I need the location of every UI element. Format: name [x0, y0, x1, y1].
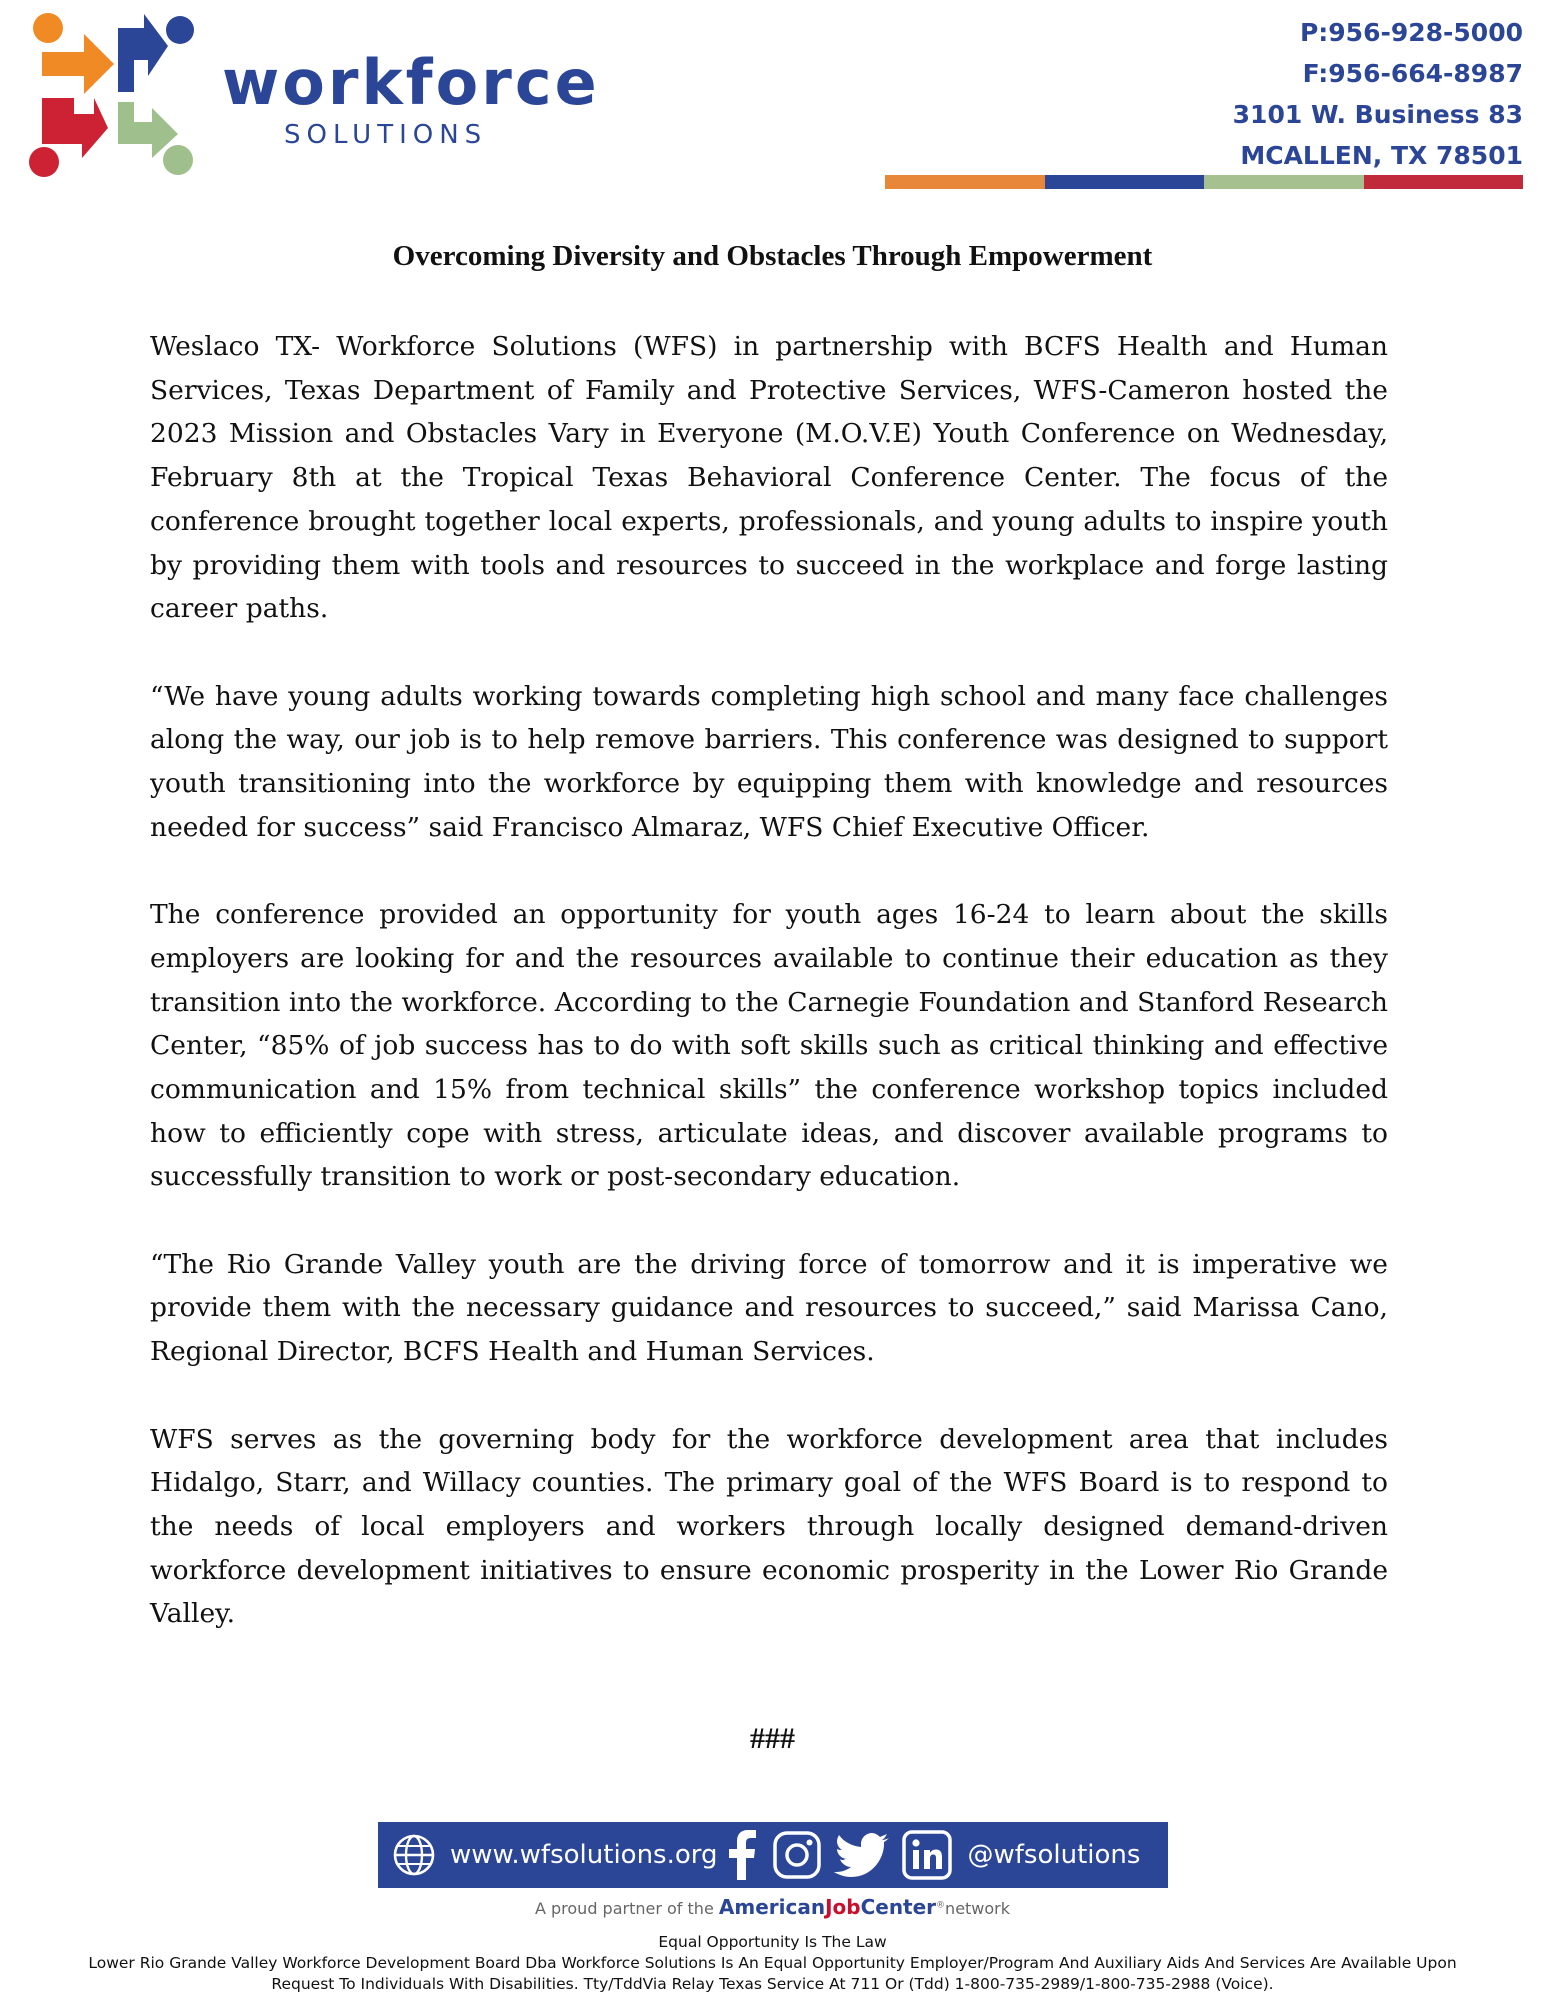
instagram-icon[interactable]	[772, 1830, 822, 1880]
page-title: Overcoming Diversity and Obstacles Through Empowerment	[392, 240, 1153, 272]
press-release-body	[150, 325, 1388, 1680]
linkedin-icon[interactable]	[902, 1830, 952, 1880]
footer-disclaimer-line: Request To Individuals With Disabilities. Tty/TddVia Relay Texas Service At 711 Or (Tdd) 1-800-735-2989/1-800-735-2988 (Voice).	[271, 1975, 1274, 1993]
contact-block	[1233, 12, 1523, 176]
partner-suffix: network	[945, 1899, 1011, 1918]
social-handle[interactable]: @wfsolutions	[967, 1840, 1141, 1870]
website-link[interactable]: www.wfsolutions.org	[450, 1840, 718, 1870]
facebook-icon[interactable]	[726, 1830, 758, 1880]
footer-eeo-title: Equal Opportunity Is The Law	[658, 1933, 887, 1951]
color-bar-blue	[1045, 175, 1205, 189]
color-bar-green	[1204, 175, 1364, 189]
paragraph: WFS serves as the governing body for the workforce development area that includes Hidalgo, Starr, and Willacy counties. The primary goal of the WFS Board is to respond to the needs of local employers and workers through locally designed demand-driven workforce development initiatives to ensure economic prosperity in the Lower Rio Grande Valley.	[150, 1423, 1388, 1630]
partner-line: A proud partner of the AmericanJobCenter®network	[534, 1895, 1011, 1919]
paragraph: “The Rio Grande Valley youth are the driving force of tomorrow and it is imperative we provide them with the necessary guidance and resources to succeed,” said Marissa Cano, Regional Director, BCFS Health and Human Services.	[150, 1248, 1388, 1368]
logo-subtitle: SOLUTIONS	[284, 120, 488, 150]
footer-disclaimer-line: Lower Rio Grande Valley Workforce Development Board Dba Workforce Solutions Is An Equal Opportunity Employer/Program And Auxiliary Aids And Services Are Available Upon	[88, 1954, 1457, 1972]
fax-number: F:956-664-8987	[1302, 59, 1523, 88]
end-mark: ###	[750, 1722, 795, 1755]
ajc-text-1: American	[718, 1895, 826, 1919]
globe-icon	[392, 1833, 436, 1877]
paragraph: The conference provided an opportunity for youth ages 16-24 to learn about the skills employers are looking for and the resources available to continue their education as they transition into the workforce. According to the Carnegie Foundation and Stanford Research Center, “85% of job success has to do with soft skills such as critical thinking and effective communication and 15% from technical skills” the conference workshop topics included how to efficiently cope with stress, articulate ideas, and discover available programs to successfully transition to work or post-secondary education.	[150, 899, 1388, 1193]
street-address: 3101 W. Business 83	[1232, 100, 1523, 129]
color-bar-red	[1364, 175, 1524, 189]
ajc-text-2: Job	[825, 1895, 861, 1919]
paragraph: “We have young adults working towards completing high school and many face challenges along the way, our job is to help remove barriers. This conference was designed to support youth transitioning into the workforce by equipping them with knowledge and resources needed for success” said Francisco Almaraz, WFS Chief Executive Officer.	[150, 680, 1388, 843]
partner-prefix: A proud partner of the	[534, 1899, 714, 1918]
paragraph: Weslaco TX- Workforce Solutions (WFS) in partnership with BCFS Health and Human Services, Texas Department of Family and Protective Services, WFS-Cameron hosted the 2023 Mission and Obstacles Vary in Everyone (M.O.V.E) Youth Conference on Wednesday, February 8th at the Tropical Texas Behavioral Conference Center. The focus of the conference brought together local experts, professionals, and young adults to inspire youth by providing them with tools and resources to succeed in the workplace and forge lasting career paths.	[150, 331, 1388, 625]
footer	[0, 1932, 1545, 1995]
social-banner	[378, 1822, 1168, 1888]
american-job-center-logo	[719, 1895, 936, 1919]
header-color-bar	[885, 175, 1523, 189]
logo-wordmark: workforce	[222, 46, 600, 119]
workforce-logo-icon	[22, 10, 202, 180]
phone-number: P:956-928-5000	[1299, 18, 1523, 47]
city-state-zip: MCALLEN, TX 78501	[1240, 141, 1523, 170]
twitter-icon[interactable]	[834, 1832, 890, 1878]
ajc-text-3: Center	[860, 1895, 937, 1919]
logo	[22, 10, 600, 180]
color-bar-orange	[885, 175, 1045, 189]
